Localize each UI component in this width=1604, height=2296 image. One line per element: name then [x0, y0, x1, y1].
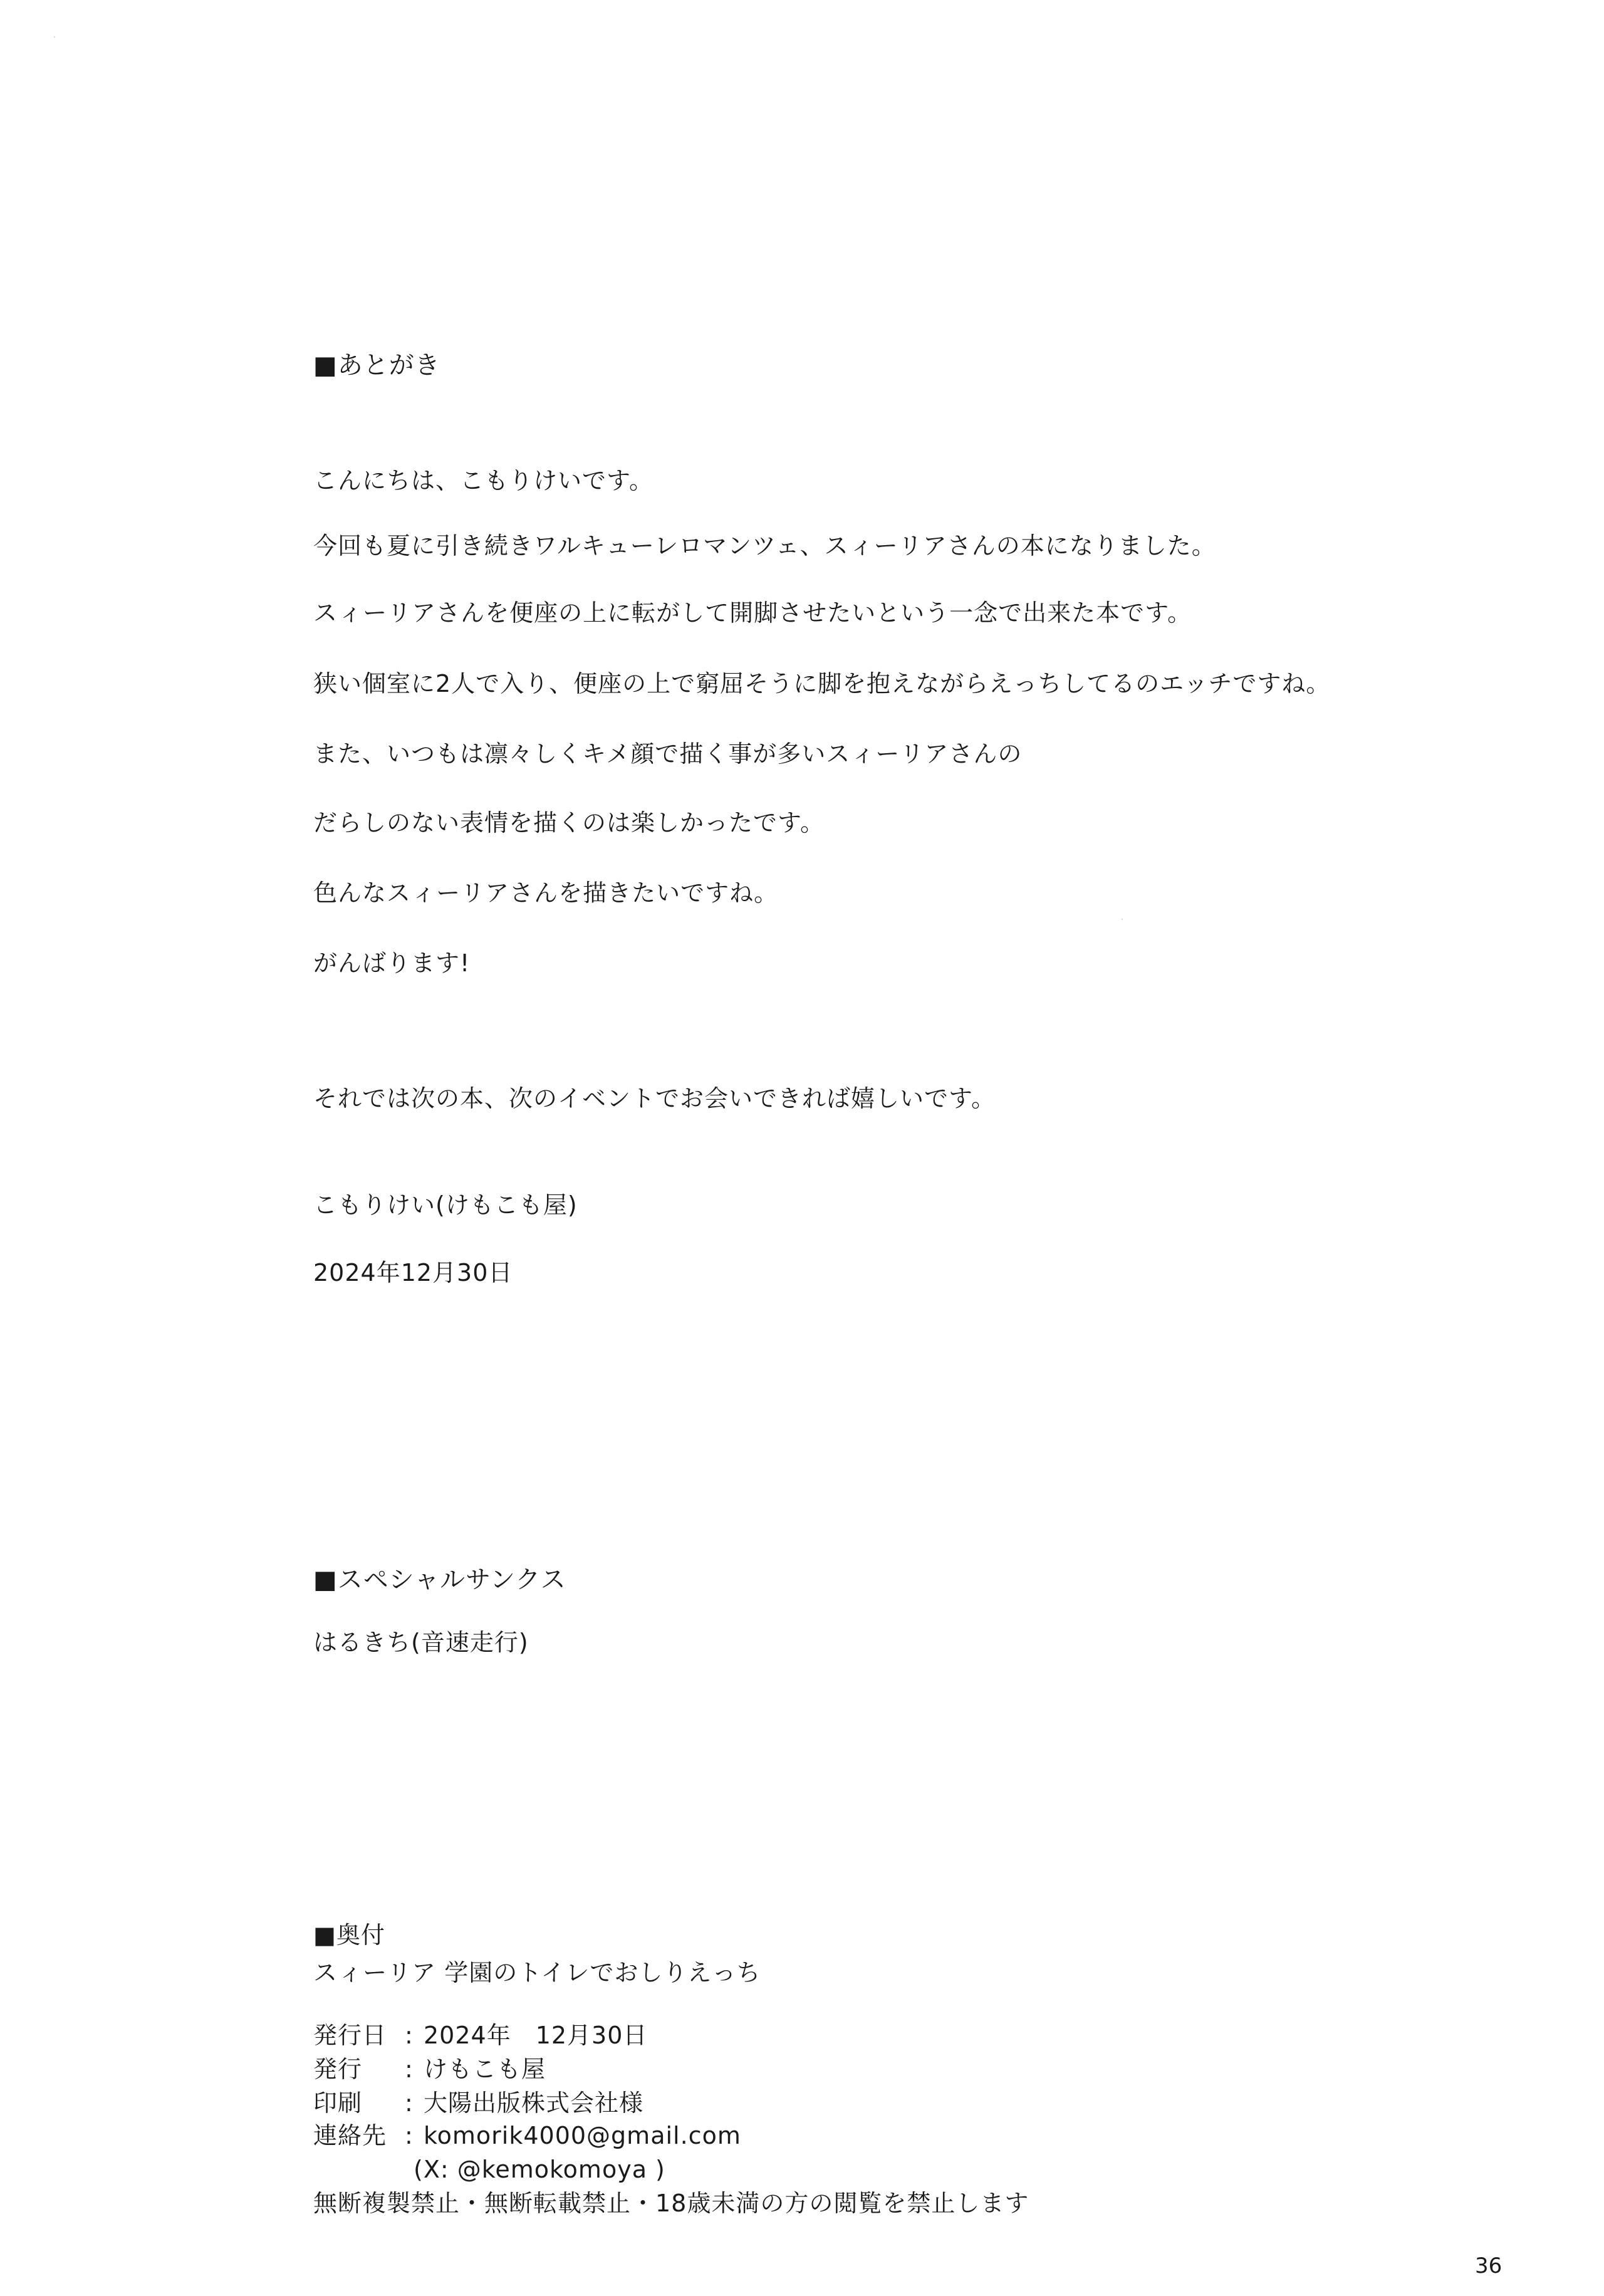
colophon-publisher-label: 発行: [313, 2055, 363, 2083]
scan-speck: [1122, 919, 1123, 920]
afterword-paragraph: 色んなスィーリアさんを描きたいですね。: [313, 879, 779, 907]
afterword-paragraph: こんにちは、こもりけいです。: [313, 467, 654, 494]
afterword-paragraph: それでは次の本、次のイベントでお会いできれば嬉しいです。: [313, 1085, 996, 1112]
colophon-separator: :: [405, 2055, 414, 2083]
colophon-publisher-value: けもこも屋: [424, 2055, 546, 2083]
colophon-contact-email: komorik4000@gmail.com: [424, 2122, 741, 2149]
colophon-printer-value: 大陽出版株式会社様: [424, 2089, 644, 2117]
colophon-heading: ■奥付: [313, 1921, 385, 1949]
afterword-heading: ■あとがき: [313, 351, 440, 380]
colophon-notice: 無断複製禁止・無断転載禁止・18歳未満の方の閲覧を禁止します: [313, 2189, 1029, 2217]
colophon-contact-x: (X: @kemokomoya ): [414, 2156, 665, 2183]
afterword-paragraph: がんばります!: [313, 949, 471, 977]
colophon-contact-label: 連絡先: [313, 2122, 387, 2149]
scan-speck: [54, 36, 55, 38]
colophon-issue-row: [313, 2022, 647, 2049]
afterword-date: 2024年12月30日: [313, 1259, 513, 1286]
colophon-publisher-row: [313, 2055, 546, 2083]
colophon-printer-label: 印刷: [313, 2089, 363, 2117]
colophon-title: スィーリア 学園のトイレでおしりえっち: [313, 1959, 761, 1986]
page-number: 36: [1475, 2253, 1502, 2278]
afterword-paragraph: スィーリアさんを便座の上に転がして開脚させたいという一念で出来た本です。: [313, 599, 1192, 627]
colophon-contact-row: [313, 2122, 741, 2149]
afterword-paragraph: 今回も夏に引き続きワルキューレロマンツェ、スィーリアさんの本になりました。: [313, 532, 1216, 560]
special-thanks-name: はるきち(音速走行): [313, 1629, 529, 1656]
colophon-separator: :: [405, 2089, 414, 2117]
colophon-printer-row: [313, 2089, 643, 2117]
colophon-separator: :: [405, 2022, 414, 2049]
afterword-paragraph: 狭い個室に2人で入り、便座の上で窮屈そうに脚を抱えながらえっちしてるのエッチですね。: [313, 670, 1331, 697]
afterword-signature: こもりけい(けもこも屋): [313, 1191, 578, 1219]
colophon-issue-value: 2024年 12月30日: [424, 2022, 648, 2049]
afterword-paragraph: また、いつもは凛々しくキメ顔で描く事が多いスィーリアさんの: [313, 740, 1023, 768]
special-thanks-heading: ■スペシャルサンクス: [313, 1565, 566, 1594]
colophon-issue-label: 発行日: [313, 2022, 387, 2049]
colophon-separator: :: [405, 2122, 414, 2149]
afterword-paragraph: だらしのない表情を描くのは楽しかったです。: [313, 809, 825, 837]
